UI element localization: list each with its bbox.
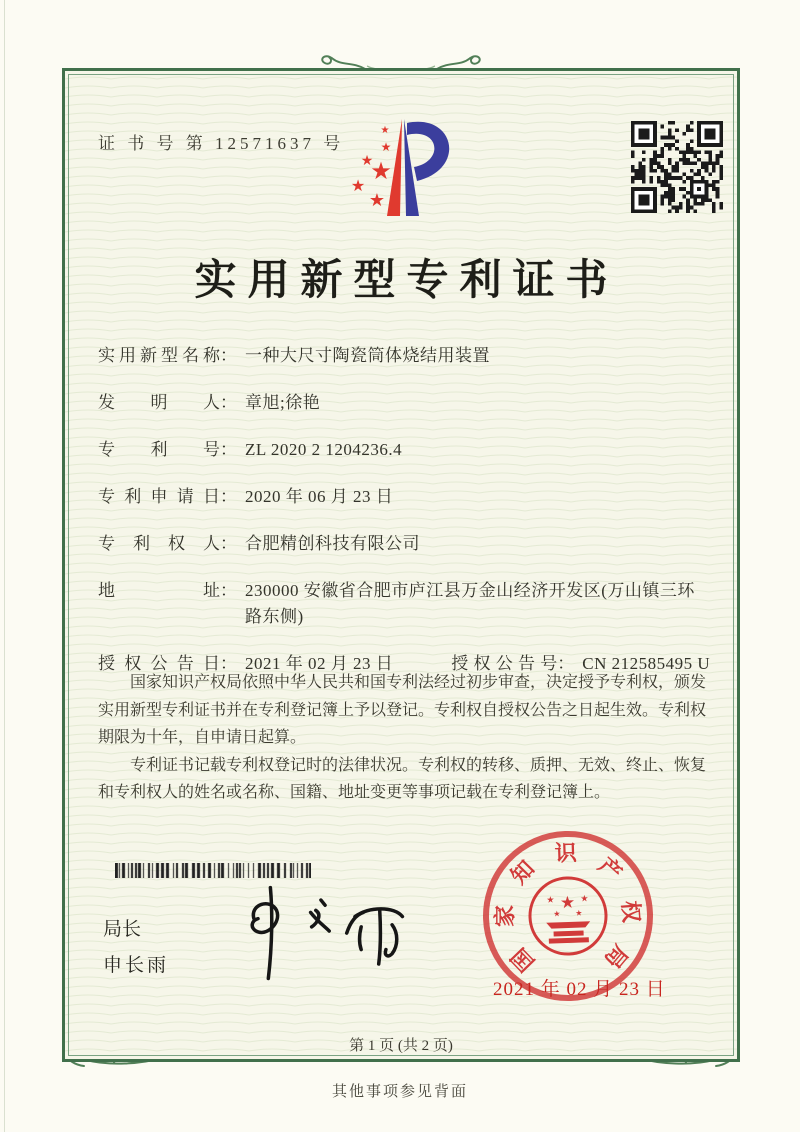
- seal-char: 知: [506, 855, 540, 889]
- certificate-title: 实用新型专利证书: [194, 258, 619, 304]
- svg-text:★: ★: [580, 893, 589, 904]
- seal-char: 识: [554, 840, 578, 866]
- svg-text:★: ★: [575, 908, 583, 918]
- field-label: 授权公告号: [451, 654, 558, 673]
- field-value: 2021 年 02 月 23 日: [245, 654, 394, 673]
- officer-title: 局长: [103, 919, 142, 940]
- svg-text:★: ★: [380, 140, 392, 154]
- field-value: 章旭;徐艳: [245, 393, 321, 412]
- field-label: 专利号: [98, 440, 220, 459]
- seal-char: 局: [599, 940, 633, 973]
- field-value: 2020 年 06 月 23 日: [245, 487, 394, 506]
- field-label: 发明人: [98, 393, 220, 412]
- seal-char: 家: [492, 904, 518, 928]
- field-row-filing-date: 专利申请日 ： 2020 年 06 月 23 日: [98, 484, 716, 510]
- field-row-address: 地址 ： 230000 安徽省合肥市庐江县万金山经济开发区(万山镇三环路东侧): [98, 578, 716, 630]
- commissioner-signature: [225, 879, 421, 983]
- svg-text:★: ★: [368, 190, 386, 210]
- svg-text:★: ★: [559, 892, 576, 913]
- barcode: [115, 863, 311, 878]
- legal-text: [98, 669, 714, 807]
- field-value: 合肥精创科技有限公司: [245, 534, 420, 553]
- field-label: 专利权人: [98, 534, 220, 553]
- field-value: CN 212585495 U: [582, 654, 711, 673]
- field-row-patentee: 专利权人 ： 合肥精创科技有限公司: [98, 531, 716, 557]
- field-label: 实用新型名称: [98, 346, 220, 365]
- field-row-utility-model-name: 实用新型名称 ： 一种大尺寸陶瓷筒体烧结用装置: [98, 343, 716, 369]
- field-value: 230000 安徽省合肥市庐江县万金山经济开发区(万山镇三环路东侧): [245, 581, 695, 626]
- certificate-number: 证 书 号 第 12571637 号: [98, 134, 345, 153]
- field-label: 地址: [98, 581, 220, 600]
- field-value: ZL 2020 2 1204236.4: [245, 440, 403, 459]
- svg-text:★: ★: [546, 894, 555, 905]
- field-label: 专利申请日: [98, 487, 220, 506]
- svg-text:★: ★: [380, 125, 390, 136]
- page-number: 第 1 页 (共 2 页): [349, 1038, 453, 1054]
- grant-date-pair: 授权公告日 ： 2021 年 02 月 23 日: [98, 651, 393, 677]
- cnipa-logo-icon: [333, 111, 477, 229]
- seal-char: 产: [593, 852, 627, 886]
- grant-date-stamp: 2021 年 02 月 23 日: [493, 979, 666, 1000]
- scan-edge-line: [4, 0, 5, 1132]
- svg-text:★: ★: [553, 909, 561, 919]
- officer-name: 申长雨: [103, 955, 170, 976]
- qr-code: [631, 121, 723, 213]
- svg-text:★: ★: [360, 154, 374, 169]
- see-back-note: 其他事项参见背面: [331, 1084, 468, 1100]
- field-list: [98, 343, 716, 698]
- legal-paragraph-2: 专利证书记载专利权登记时的法律状况。专利权的转移、质押、无效、终止、恢复和专利权人的姓名或名称、国籍、地址变更等事项记载在专利登记簿上。: [98, 756, 707, 801]
- svg-text:★: ★: [370, 159, 392, 185]
- field-row-patent-number: 专利号 ： ZL 2020 2 1204236.4: [98, 437, 716, 463]
- field-label: 授权公告日: [98, 654, 220, 673]
- field-row-inventor: 发明人 ： 章旭;徐艳: [98, 390, 716, 416]
- grant-number-pair: 授权公告号 ： CN 212585495 U: [451, 651, 710, 677]
- seal-char: 权: [617, 899, 645, 924]
- legal-paragraph-1: 国家知识产权局依照中华人民共和国专利法经过初步审查，决定授予专利权，颁发实用新型专利证书并在专利登记簿上予以登记。专利权自授权公告之日起生效。专利权期限为十年，自申请日起算。: [98, 674, 707, 746]
- svg-text:★: ★: [350, 178, 366, 195]
- seal-char: 国: [506, 943, 540, 977]
- field-value: 一种大尺寸陶瓷筒体烧结用装置: [245, 346, 490, 365]
- national-emblem-icon: [518, 866, 617, 965]
- certificate-frame: [62, 68, 740, 1062]
